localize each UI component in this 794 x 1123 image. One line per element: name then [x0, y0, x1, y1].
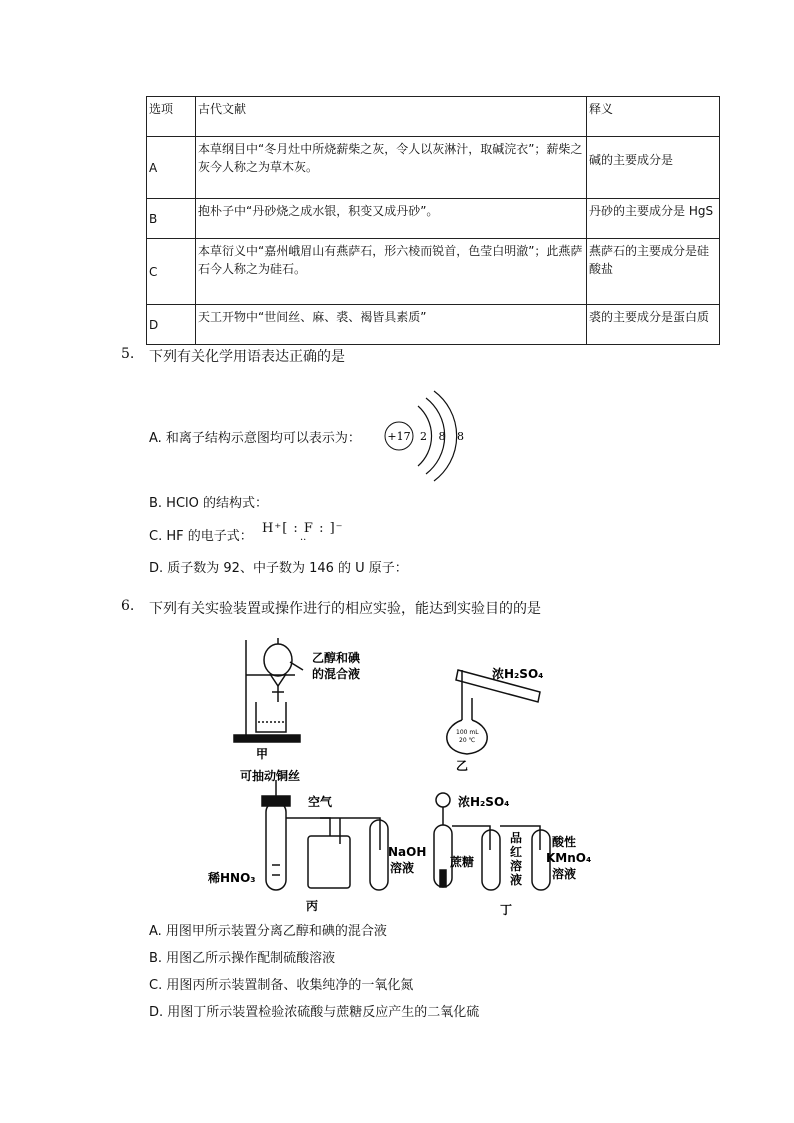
- q5-option-c: C. HF 的电子式：: [149, 529, 253, 544]
- row-option: C: [147, 239, 196, 305]
- ding-kmno4-1: 酸性: [552, 835, 577, 849]
- q6-option-b: B. 用图乙所示操作配制硫酸溶液: [149, 951, 336, 966]
- ding-acid-label: 浓H₂SO₄: [458, 795, 510, 809]
- question-6-number: 6.: [121, 598, 135, 614]
- ion-structure-diagram: [380, 388, 480, 488]
- jia-label: 乙醇和碘: [312, 651, 361, 665]
- header-literature: 古代文献: [196, 97, 587, 137]
- bing-top-label: 可抽动铜丝: [240, 769, 301, 783]
- question-5-number: 5.: [121, 346, 135, 362]
- row-meaning: 碱的主要成分是: [587, 137, 720, 199]
- q5-option-a: A. 和离子结构示意图均可以表示为：: [149, 431, 361, 446]
- header-option: 选项: [147, 97, 196, 137]
- jia-name: 甲: [256, 747, 269, 761]
- bing-name: 丙: [306, 899, 319, 913]
- reference-table: [146, 96, 720, 345]
- row-text: 抱朴子中“丹砂烧之成水银，积变又成丹砂”。: [196, 199, 587, 239]
- bing-naoh-label-2: 溶液: [390, 861, 415, 875]
- question-5-stem: 下列有关化学用语表达正确的是: [149, 349, 345, 365]
- row-option: B: [147, 199, 196, 239]
- ding-sugar-label: 蔗糖: [450, 855, 475, 869]
- ding-pinhong-3: 溶: [510, 859, 523, 873]
- ding-kmno4-2: KMnO₄: [546, 851, 592, 865]
- table-header-row: [147, 97, 720, 137]
- row-option: A: [147, 137, 196, 199]
- bing-naoh-label: NaOH: [388, 845, 427, 859]
- ding-pinhong-2: 红: [510, 845, 523, 859]
- row-meaning: 丹砂的主要成分是 HgS: [587, 199, 720, 239]
- lone-pair-dots: ··: [300, 535, 307, 546]
- table-row: [147, 239, 720, 305]
- ding-pinhong-1: 品: [510, 831, 523, 845]
- table-row: [147, 137, 720, 199]
- ding-pinhong-4: 液: [510, 873, 523, 887]
- yi-flask-volume: 100 mL: [456, 729, 479, 736]
- jia-label-2: 的混合液: [312, 667, 361, 681]
- row-text: 本草衍义中“嘉州峨眉山有燕萨石，形六棱而锐首，色莹白明澈”；此燕萨石今人称之为硅石。: [196, 239, 587, 305]
- row-option: D: [147, 305, 196, 345]
- q6-option-c: C. 用图丙所示装置制备、收集纯净的一氧化氮: [149, 978, 414, 993]
- table-row: [147, 305, 720, 345]
- ding-name: 丁: [500, 903, 513, 917]
- hf-electron-formula: H⁺[ : F : ]⁻: [262, 521, 344, 536]
- q6-option-d: D. 用图丁所示装置检验浓硫酸与蔗糖反应产生的二氧化硫: [149, 1005, 480, 1020]
- row-meaning: 裘的主要成分是蛋白质: [587, 305, 720, 345]
- ding-kmno4-3: 溶液: [552, 867, 577, 881]
- yi-label: 浓H₂SO₄: [492, 667, 544, 681]
- apparatus-jia: [234, 638, 303, 742]
- row-text: 本草纲目中“冬月灶中所烧薪柴之灰，令人以灰淋汁，取碱浣衣”；薪柴之灰今人称之为草木灰。: [196, 137, 587, 199]
- yi-flask-temp: 20 ℃: [459, 737, 476, 744]
- yi-name: 乙: [456, 759, 469, 773]
- q6-option-a: A. 用图甲所示装置分离乙醇和碘的混合液: [149, 924, 387, 939]
- bing-acid-label: 稀HNO₃: [208, 871, 256, 885]
- row-meaning: 燕萨石的主要成分是硅酸盐: [587, 239, 720, 305]
- apparatus-figure: [200, 630, 600, 920]
- electron-shells: 2 8 8: [420, 430, 468, 443]
- q5-option-b: B. HClO 的结构式：: [149, 496, 269, 511]
- nucleus-charge: +17: [387, 430, 411, 443]
- table-row: [147, 199, 720, 239]
- q5-option-d: D. 质子数为 92、中子数为 146 的 U 原子：: [149, 561, 408, 576]
- bing-air-label: 空气: [308, 795, 333, 809]
- header-meaning: 释义: [587, 97, 720, 137]
- row-text: 天工开物中“世间丝、麻、裘、褐皆具素质”: [196, 305, 587, 345]
- question-6-stem: 下列有关实验装置或操作进行的相应实验，能达到实验目的的是: [149, 601, 541, 617]
